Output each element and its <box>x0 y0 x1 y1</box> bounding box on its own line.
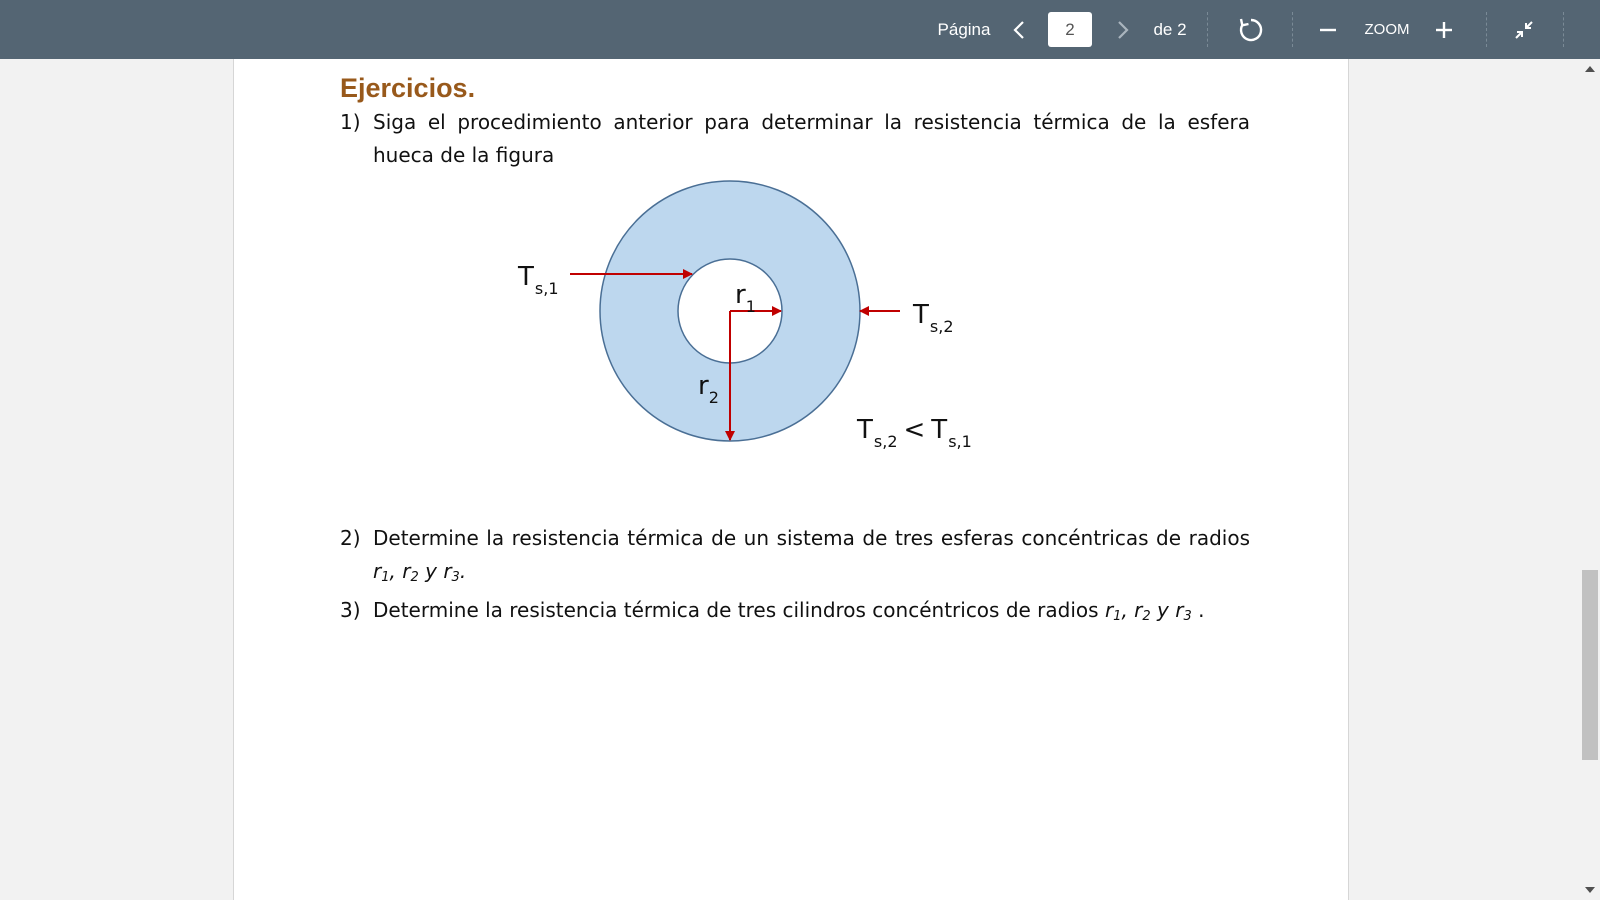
rotate-button[interactable] <box>1234 0 1268 59</box>
rotate-icon <box>1238 17 1264 43</box>
scrollbar-thumb[interactable] <box>1582 570 1598 760</box>
exercise-2-line-1: Determine la resistencia térmica de un sistema de tres esferas concéntricas de radios <box>373 526 1250 550</box>
collapse-icon <box>1513 19 1535 41</box>
ts1-label: $T_{s,1}$ <box>518 262 559 298</box>
exit-fullscreen-button[interactable] <box>1510 0 1538 59</box>
exercise-number: 2) <box>340 526 361 550</box>
ts2-label: $T_{s,2}$ <box>913 300 954 336</box>
page-content <box>340 71 1250 633</box>
toolbar-divider <box>1563 12 1565 47</box>
toolbar-divider <box>1292 12 1294 47</box>
temperature-inequality: $T_{s,2} < T_{s,1}$ <box>857 415 972 451</box>
next-page-button[interactable] <box>1111 0 1135 59</box>
exercise-number: 3) <box>340 598 361 622</box>
r2-label: $r_2$ <box>698 371 719 407</box>
scroll-up-icon <box>1585 65 1595 73</box>
hollow-sphere-diagram <box>340 172 1250 522</box>
exercise-2-line-2: $r_1$, $r_2$ y $r_3$. <box>373 559 467 585</box>
vertical-scrollbar[interactable] <box>1579 59 1600 900</box>
document-page <box>233 59 1349 900</box>
exercise-2 <box>340 522 1250 594</box>
chevron-right-icon <box>1116 20 1130 40</box>
previous-page-button[interactable] <box>1007 0 1031 59</box>
zoom-label: ZOOM <box>1364 21 1410 38</box>
scroll-up-button[interactable] <box>1579 59 1600 79</box>
scroll-down-icon <box>1585 886 1595 894</box>
hollow-sphere-figure <box>340 172 1250 522</box>
page-label: Página <box>937 19 991 39</box>
scroll-down-button[interactable] <box>1579 880 1600 900</box>
exercise-3: 3) Determine la resistencia térmica de tres cilindros concéntricos de radios $r_1$, $r_2$ y $r_3$ . <box>340 594 1250 633</box>
page-number-input[interactable]: 2 <box>1048 12 1092 47</box>
toolbar-divider <box>1486 12 1488 47</box>
document-viewer[interactable] <box>0 59 1600 900</box>
exercise-1-line-1: Siga el procedimiento anterior para determinar la resistencia térmica de la esfera <box>373 110 1250 134</box>
plus-icon <box>1434 20 1454 40</box>
exercise-1-line-2: hueca de la figura <box>373 143 555 167</box>
exercise-1 <box>340 106 1250 172</box>
minus-icon <box>1318 20 1338 40</box>
page-total-label: de 2 <box>1153 19 1187 39</box>
r1-label: $r_1$ <box>735 280 756 316</box>
zoom-out-button[interactable] <box>1316 0 1340 59</box>
exercise-3-text: Determine la resistencia térmica de tres cilindros concéntricos de radios <box>373 598 1105 622</box>
zoom-in-button[interactable] <box>1432 0 1456 59</box>
chevron-left-icon <box>1012 20 1026 40</box>
toolbar-divider <box>1207 12 1209 47</box>
viewer-toolbar <box>0 0 1600 59</box>
section-title: Ejercicios. <box>340 73 476 103</box>
exercise-number: 1) <box>340 110 361 134</box>
